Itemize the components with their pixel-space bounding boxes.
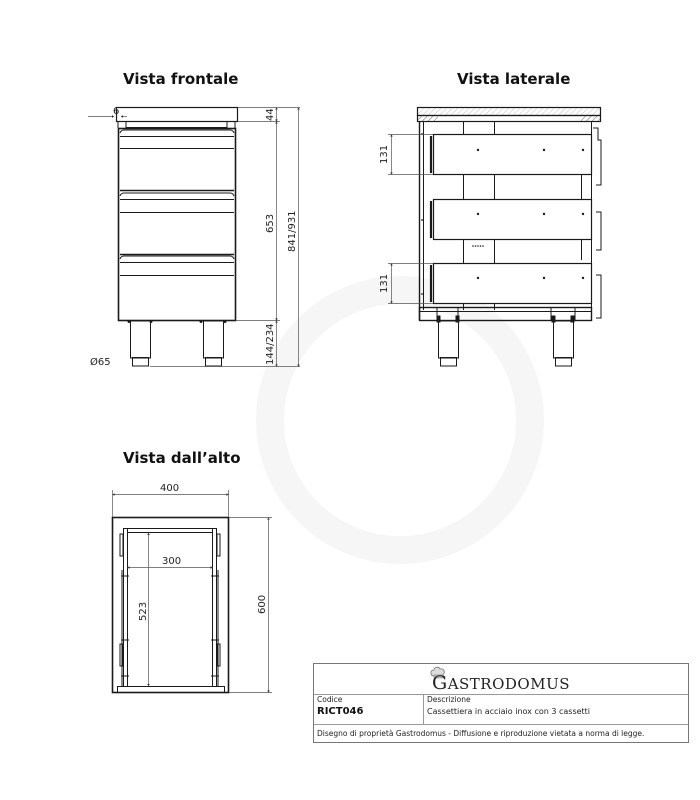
brand-name: GASTRODOMUS bbox=[432, 672, 570, 694]
top-view-ticks bbox=[121, 576, 219, 676]
code-label: Codice bbox=[317, 695, 343, 704]
watermark bbox=[270, 290, 530, 550]
description-cell bbox=[424, 694, 688, 724]
description-label: Descrizione bbox=[427, 695, 471, 704]
dim-inner-depth: 523 bbox=[138, 601, 149, 621]
title-block bbox=[313, 663, 689, 743]
dim-overhang: 6 bbox=[113, 106, 120, 117]
dim-leg-diameter: Ø65 bbox=[90, 357, 111, 368]
code-value: RICT046 bbox=[317, 706, 364, 717]
dim-leg-height: 144/234 bbox=[265, 323, 276, 365]
top-view bbox=[113, 518, 229, 693]
side-view-title: Vista laterale bbox=[457, 70, 571, 88]
dim-width: 400 bbox=[160, 483, 180, 494]
brand-logo bbox=[314, 664, 688, 695]
code-cell bbox=[314, 694, 424, 724]
dim-total-height: 841/931 bbox=[287, 210, 298, 252]
copyright-text: Disegno di proprietà Gastrodomus - Diffusione e riproduzione vietata a norma di legge. bbox=[317, 729, 645, 738]
dim-depth: 600 bbox=[257, 594, 268, 614]
dim-inner-width: 300 bbox=[162, 556, 182, 567]
top-view-title: Vista dall’alto bbox=[123, 449, 241, 467]
front-view-title: Vista frontale bbox=[123, 70, 239, 88]
top-view-dimensions bbox=[113, 490, 273, 693]
front-view bbox=[117, 108, 238, 367]
dim-drawer-height-top: 131 bbox=[379, 144, 390, 164]
dim-top-thickness: 44 bbox=[265, 108, 276, 121]
copyright-footer bbox=[314, 724, 688, 744]
dim-body-height: 653 bbox=[265, 213, 276, 233]
dim-drawer-height-bottom: 131 bbox=[379, 273, 390, 293]
description-value: Cassettiera in acciaio inox con 3 cassetti bbox=[427, 707, 591, 716]
